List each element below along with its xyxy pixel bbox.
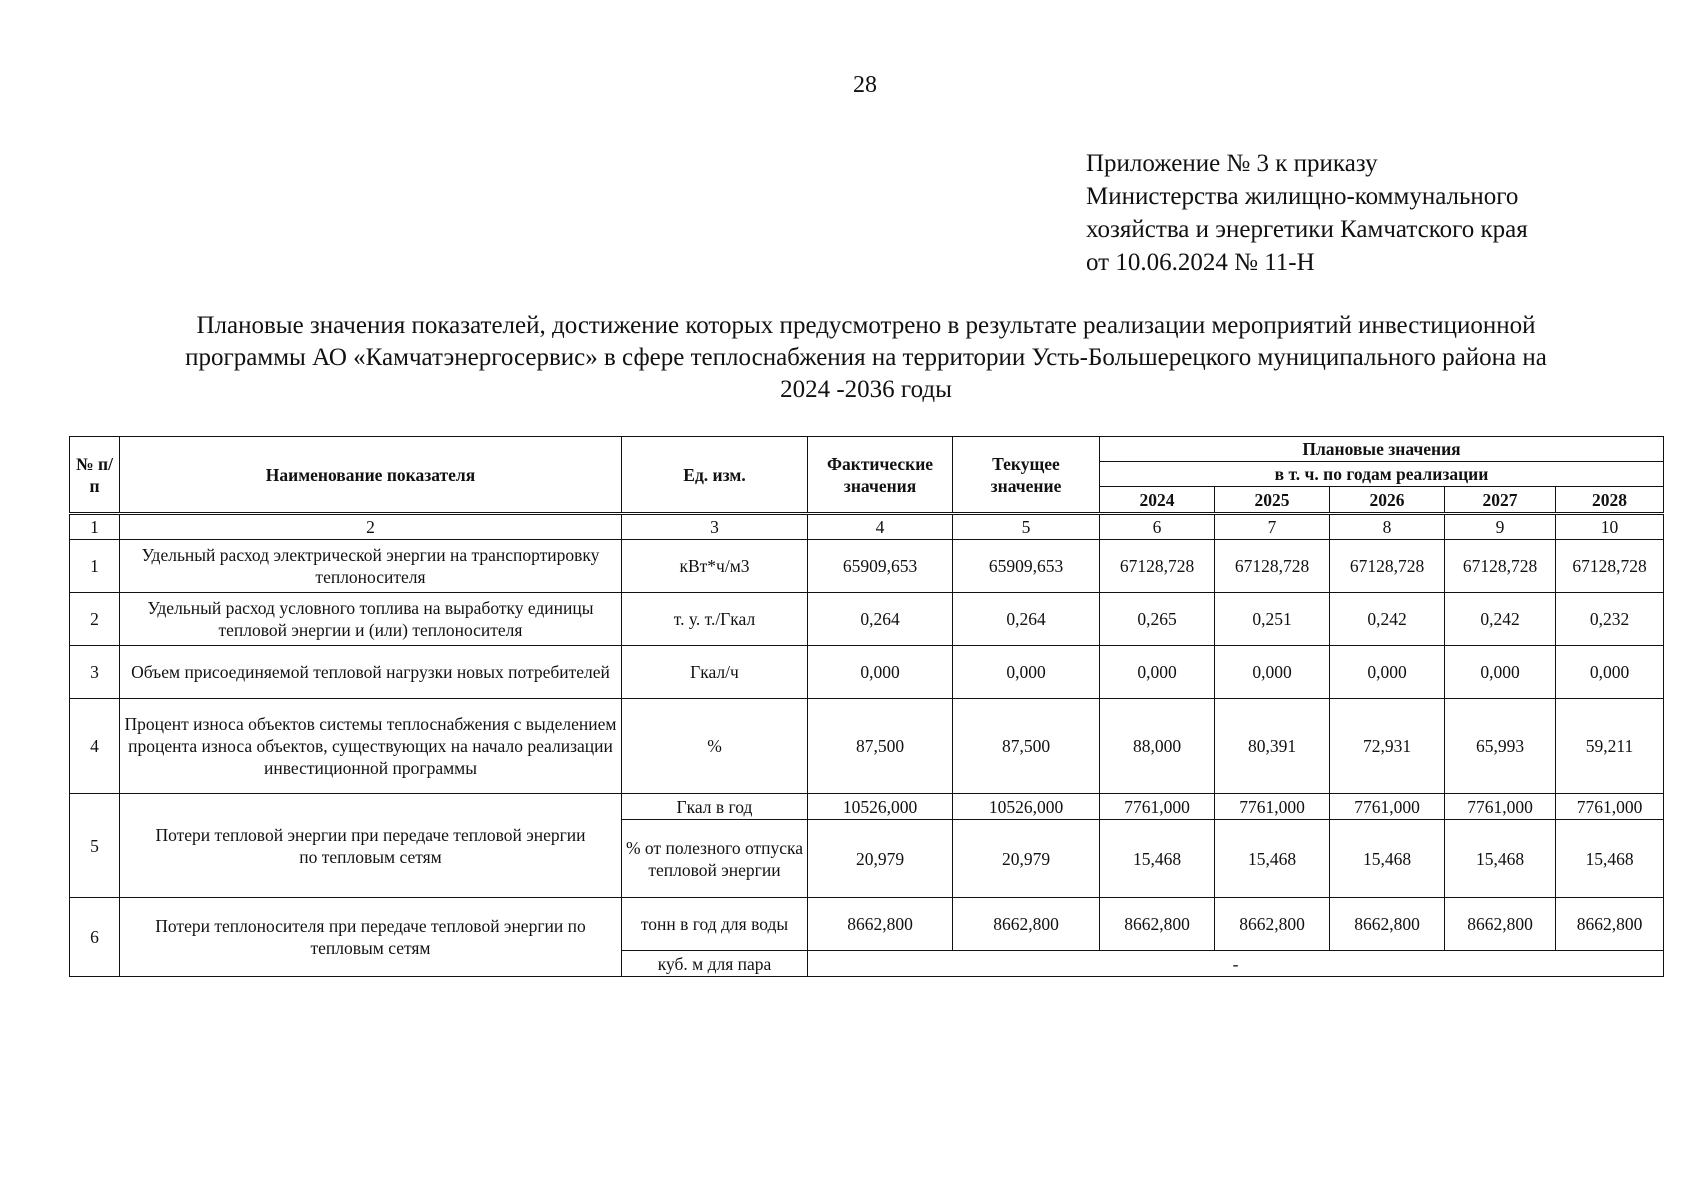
cell-unit: куб. м для пара [622, 951, 808, 977]
cell-year-value: 15,468 [1330, 820, 1445, 898]
cell-year-value: 8662,800 [1100, 898, 1215, 951]
cell-year-value: 0,232 [1556, 593, 1664, 646]
cell-name-line: Потери тепловой энергии при передаче тепловой энергии [155, 824, 586, 845]
cell-name: Потери теплоносителя при передаче тепловой энергии по тепловым сетям [120, 898, 622, 977]
appendix-line: Приложение № 3 к приказу [1086, 150, 1378, 177]
cell-year-value: 67128,728 [1330, 540, 1445, 593]
cell-year-value: 88,000 [1100, 699, 1215, 794]
column-number: 6 [1100, 514, 1215, 540]
cell-year-value: 8662,800 [1330, 898, 1445, 951]
table-row [70, 898, 1664, 951]
cell-name: Удельный расход электрической энергии на транспортировку теплоносителя [120, 540, 622, 593]
title-line: Плановые значения показателей, достижение которых предусмотрено в результате реализации мероприятий инвестиционной [196, 312, 1536, 339]
cell-year-value: 8662,800 [1445, 898, 1556, 951]
cell-current: 20,979 [953, 820, 1100, 898]
cell-num: 5 [70, 794, 120, 898]
table-row [70, 540, 1664, 593]
indicators-table-wrap [69, 436, 1663, 977]
cell-year-value: 0,242 [1445, 593, 1556, 646]
cell-unit: % от полезного отпуска тепловой энергии [622, 820, 808, 898]
cell-unit: кВт*ч/м3 [622, 540, 808, 593]
cell-year-value: 0,000 [1100, 646, 1215, 699]
header-unit: Ед. изм. [622, 437, 808, 514]
cell-year-value: 0,242 [1330, 593, 1445, 646]
cell-current: 0,264 [953, 593, 1100, 646]
header-year: 2027 [1445, 487, 1556, 514]
header-year: 2024 [1100, 487, 1215, 514]
table-row [70, 593, 1664, 646]
cell-unit: % [622, 699, 808, 794]
title-line: программы АО «Камчатэнергосервис» в сфере теплоснабжения на территории Усть-Большерецкого муниципального района на [185, 344, 1547, 371]
cell-year-value: 7761,000 [1556, 794, 1664, 820]
cell-year-value: 8662,800 [1215, 898, 1330, 951]
cell-year-value: 0,000 [1556, 646, 1664, 699]
cell-year-value: 67128,728 [1215, 540, 1330, 593]
cell-year-value: 0,000 [1330, 646, 1445, 699]
header-num: № п/п [70, 437, 120, 514]
cell-year-value: 59,211 [1556, 699, 1664, 794]
appendix-line: хозяйства и энергетики Камчатского края [1086, 216, 1528, 243]
cell-num: 3 [70, 646, 120, 699]
appendix-block [1086, 147, 1528, 279]
cell-current: 65909,653 [953, 540, 1100, 593]
cell-unit: т. у. т./Гкал [622, 593, 808, 646]
header-actual: Фактические значения [808, 437, 953, 514]
header-planned: Плановые значения [1100, 437, 1664, 462]
cell-year-value: 15,468 [1215, 820, 1330, 898]
cell-year-value: 7761,000 [1100, 794, 1215, 820]
header-year: 2028 [1556, 487, 1664, 514]
cell-actual: 0,000 [808, 646, 953, 699]
cell-current: 8662,800 [953, 898, 1100, 951]
cell-unit: тонн в год для воды [622, 898, 808, 951]
header-row [70, 437, 1664, 462]
column-number-row [70, 514, 1664, 540]
column-number: 5 [953, 514, 1100, 540]
header-name: Наименование показателя [120, 437, 622, 514]
cell-unit: Гкал в год [622, 794, 808, 820]
table-row [70, 794, 1664, 820]
table-row [70, 646, 1664, 699]
column-number: 4 [808, 514, 953, 540]
title-line: 2024 -2036 годы [780, 376, 952, 403]
cell-name: Процент износа объектов системы теплоснабжения с выделением процента износа объектов, существующих на начало реализации инвестиционной программы [120, 699, 622, 794]
cell-name: Объем присоединяемой тепловой нагрузки новых потребителей [120, 646, 622, 699]
cell-current: 87,500 [953, 699, 1100, 794]
cell-num: 6 [70, 898, 120, 977]
cell-num: 2 [70, 593, 120, 646]
column-number: 3 [622, 514, 808, 540]
cell-actual: 20,979 [808, 820, 953, 898]
header-year: 2026 [1330, 487, 1445, 514]
cell-merged-value: - [808, 951, 1664, 977]
column-number: 8 [1330, 514, 1445, 540]
cell-year-value: 0,000 [1445, 646, 1556, 699]
cell-year-value: 67128,728 [1100, 540, 1215, 593]
indicators-table [69, 436, 1664, 977]
cell-num: 1 [70, 540, 120, 593]
appendix-line: Министерства жилищно-коммунального [1086, 183, 1519, 210]
cell-current: 0,000 [953, 646, 1100, 699]
cell-year-value: 7761,000 [1445, 794, 1556, 820]
cell-year-value: 67128,728 [1445, 540, 1556, 593]
cell-year-value: 7761,000 [1215, 794, 1330, 820]
cell-num: 4 [70, 699, 120, 794]
cell-actual: 0,264 [808, 593, 953, 646]
cell-year-value: 7761,000 [1330, 794, 1445, 820]
header-by-year: в т. ч. по годам реализации [1100, 462, 1664, 487]
column-number: 1 [70, 514, 120, 540]
cell-actual: 87,500 [808, 699, 953, 794]
cell-current: 10526,000 [953, 794, 1100, 820]
table-row [70, 699, 1664, 794]
cell-year-value: 72,931 [1330, 699, 1445, 794]
cell-year-value: 15,468 [1100, 820, 1215, 898]
cell-name-line: по тепловым сетям [299, 846, 442, 867]
cell-year-value: 80,391 [1215, 699, 1330, 794]
cell-name: Удельный расход условного топлива на выработку единицы тепловой энергии и (или) теплоносителя [120, 593, 622, 646]
cell-year-value: 65,993 [1445, 699, 1556, 794]
cell-unit: Гкал/ч [622, 646, 808, 699]
cell-year-value: 0,251 [1215, 593, 1330, 646]
header-current: Текущее значение [953, 437, 1100, 514]
cell-name [120, 794, 622, 898]
cell-year-value: 0,000 [1215, 646, 1330, 699]
document-title [80, 310, 1652, 406]
cell-actual: 8662,800 [808, 898, 953, 951]
page-number: 28 [853, 72, 877, 98]
cell-year-value: 8662,800 [1556, 898, 1664, 951]
cell-actual: 10526,000 [808, 794, 953, 820]
column-number: 2 [120, 514, 622, 540]
cell-actual: 65909,653 [808, 540, 953, 593]
column-number: 10 [1556, 514, 1664, 540]
cell-year-value: 67128,728 [1556, 540, 1664, 593]
column-number: 7 [1215, 514, 1330, 540]
header-year: 2025 [1215, 487, 1330, 514]
column-number: 9 [1445, 514, 1556, 540]
cell-year-value: 0,265 [1100, 593, 1215, 646]
cell-year-value: 15,468 [1556, 820, 1664, 898]
cell-year-value: 15,468 [1445, 820, 1556, 898]
appendix-line: от 10.06.2024 № 11-Н [1086, 249, 1315, 276]
